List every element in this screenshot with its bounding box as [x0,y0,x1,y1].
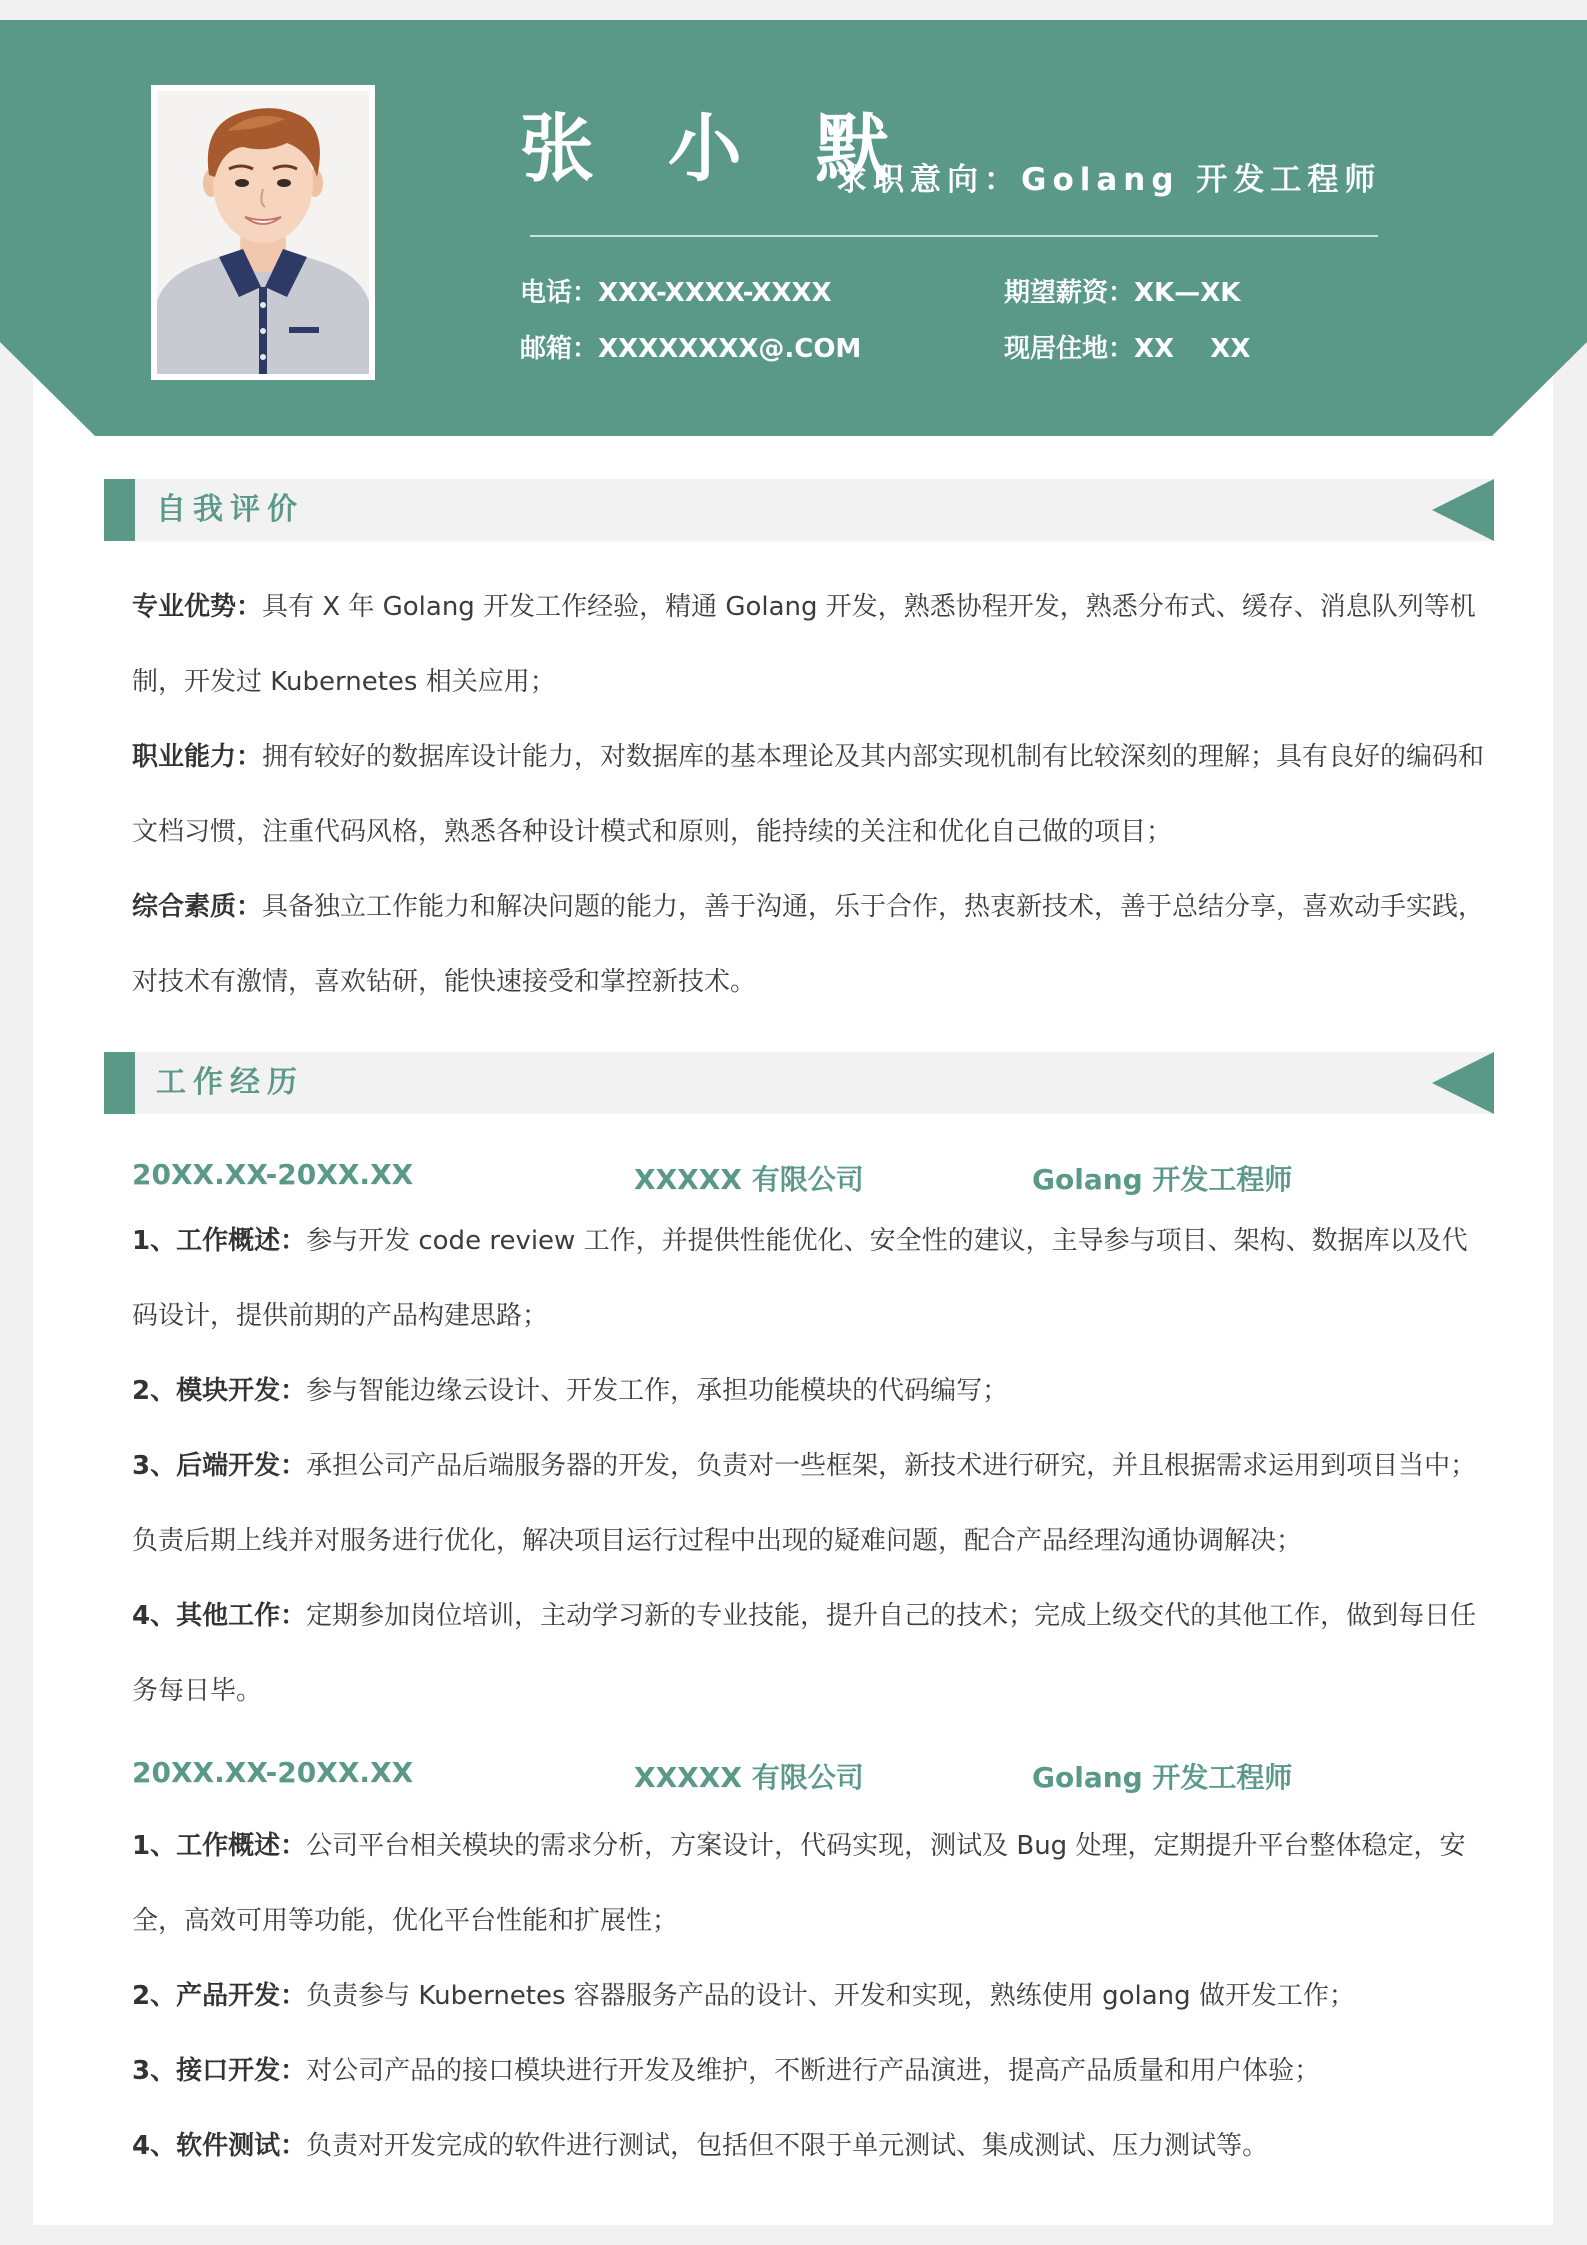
triangle-flag-icon [1432,479,1494,541]
job-period: 20XX.XX-20XX.XX [132,1158,414,1191]
job-period: 20XX.XX-20XX.XX [132,1756,414,1789]
job-position: Golang 开发工程师 [1032,1163,1293,1196]
job-duty-item: 1、工作概述：公司平台相关模块的需求分析，方案设计，代码实现，测试及 Bug 处理，定期提升平台整体稳定，安全，高效可用等功能，优化平台性能和扩展性； [132,1831,1466,1936]
job-intent: 求职意向：Golang 开发工程师 [836,162,1382,198]
contact-phone: 电话：XXX-XXXX-XXXX [520,278,832,308]
section-accent [104,1052,135,1114]
job-duty-item: 3、接口开发：对公司产品的接口模块进行开发及维护，不断进行产品演进，提高产品质量和用户体验； [132,2056,1321,2086]
expected-salary: 期望薪资：XK—XK [1004,278,1241,308]
job-duty-item: 3、后端开发：承担公司产品后端服务器的开发，负责对一些框架，新技术进行研究，并且根据需求运用到项目当中；负责后期上线并对服务进行优化，解决项目运行过程中出现的疑难问题，配合产品经理沟通协调解决； [132,1451,1477,1556]
self-eval-item: 综合素质：具备独立工作能力和解决问题的能力，善于沟通，乐于合作，热衷新技术，善于总结分享，喜欢动手实践，对技术有激情，喜欢钻研，能快速接受和掌控新技术。 [132,892,1485,997]
self-eval-item: 职业能力：拥有较好的数据库设计能力，对数据库的基本理论及其内部实现机制有比较深刻的理解；具有良好的编码和文档习惯，注重代码风格，熟悉各种设计模式和原则，能持续的关注和优化自己做的项目； [132,742,1485,847]
job-duty-item: 4、其他工作：定期参加岗位培训，主动学习新的专业技能，提升自己的技术；完成上级交代的其他工作，做到每日任务每日毕。 [132,1601,1477,1706]
job-duty-item: 2、产品开发：负责参与 Kubernetes 容器服务产品的设计、开发和实现，熟练使用 golang 做开发工作； [132,1981,1355,2011]
section-header-self-eval [104,479,1494,541]
profile-photo-frame [151,85,375,380]
triangle-flag-icon [1432,1052,1494,1114]
profile-photo [157,91,369,374]
job-position: Golang 开发工程师 [1032,1761,1293,1794]
job-company: XXXXX 有限公司 [634,1163,864,1196]
current-residence: 现居住地：XX XX [1004,334,1251,364]
self-eval-item: 专业优势：具有 X 年 Golang 开发工作经验，精通 Golang 开发，熟悉协程开发，熟悉分布式、缓存、消息队列等机制，开发过 Kubernetes 相关应用； [132,592,1476,697]
job-company: XXXXX 有限公司 [634,1761,864,1794]
contact-email: 邮箱：XXXXXXXX@.COM [520,334,862,364]
job-duty-item: 2、模块开发：参与智能边缘云设计、开发工作，承担功能模块的代码编写； [132,1376,1009,1406]
job-duty-item: 1、工作概述：参与开发 code review 工作，并提供性能优化、安全性的建议，主导参与项目、架构、数据库以及代码设计，提供前期的产品构建思路； [132,1226,1468,1331]
section-title: 工作经历 [156,1065,304,1100]
candidate-name: 张 小 默 [520,106,914,192]
header-divider [530,235,1378,237]
section-title: 自我评价 [156,492,304,527]
job-duty-item: 4、软件测试：负责对开发完成的软件进行测试，包括但不限于单元测试、集成测试、压力测试等。 [132,2131,1269,2161]
section-accent [104,479,135,541]
section-header-work [104,1052,1494,1114]
avatar-illustration [157,91,369,374]
